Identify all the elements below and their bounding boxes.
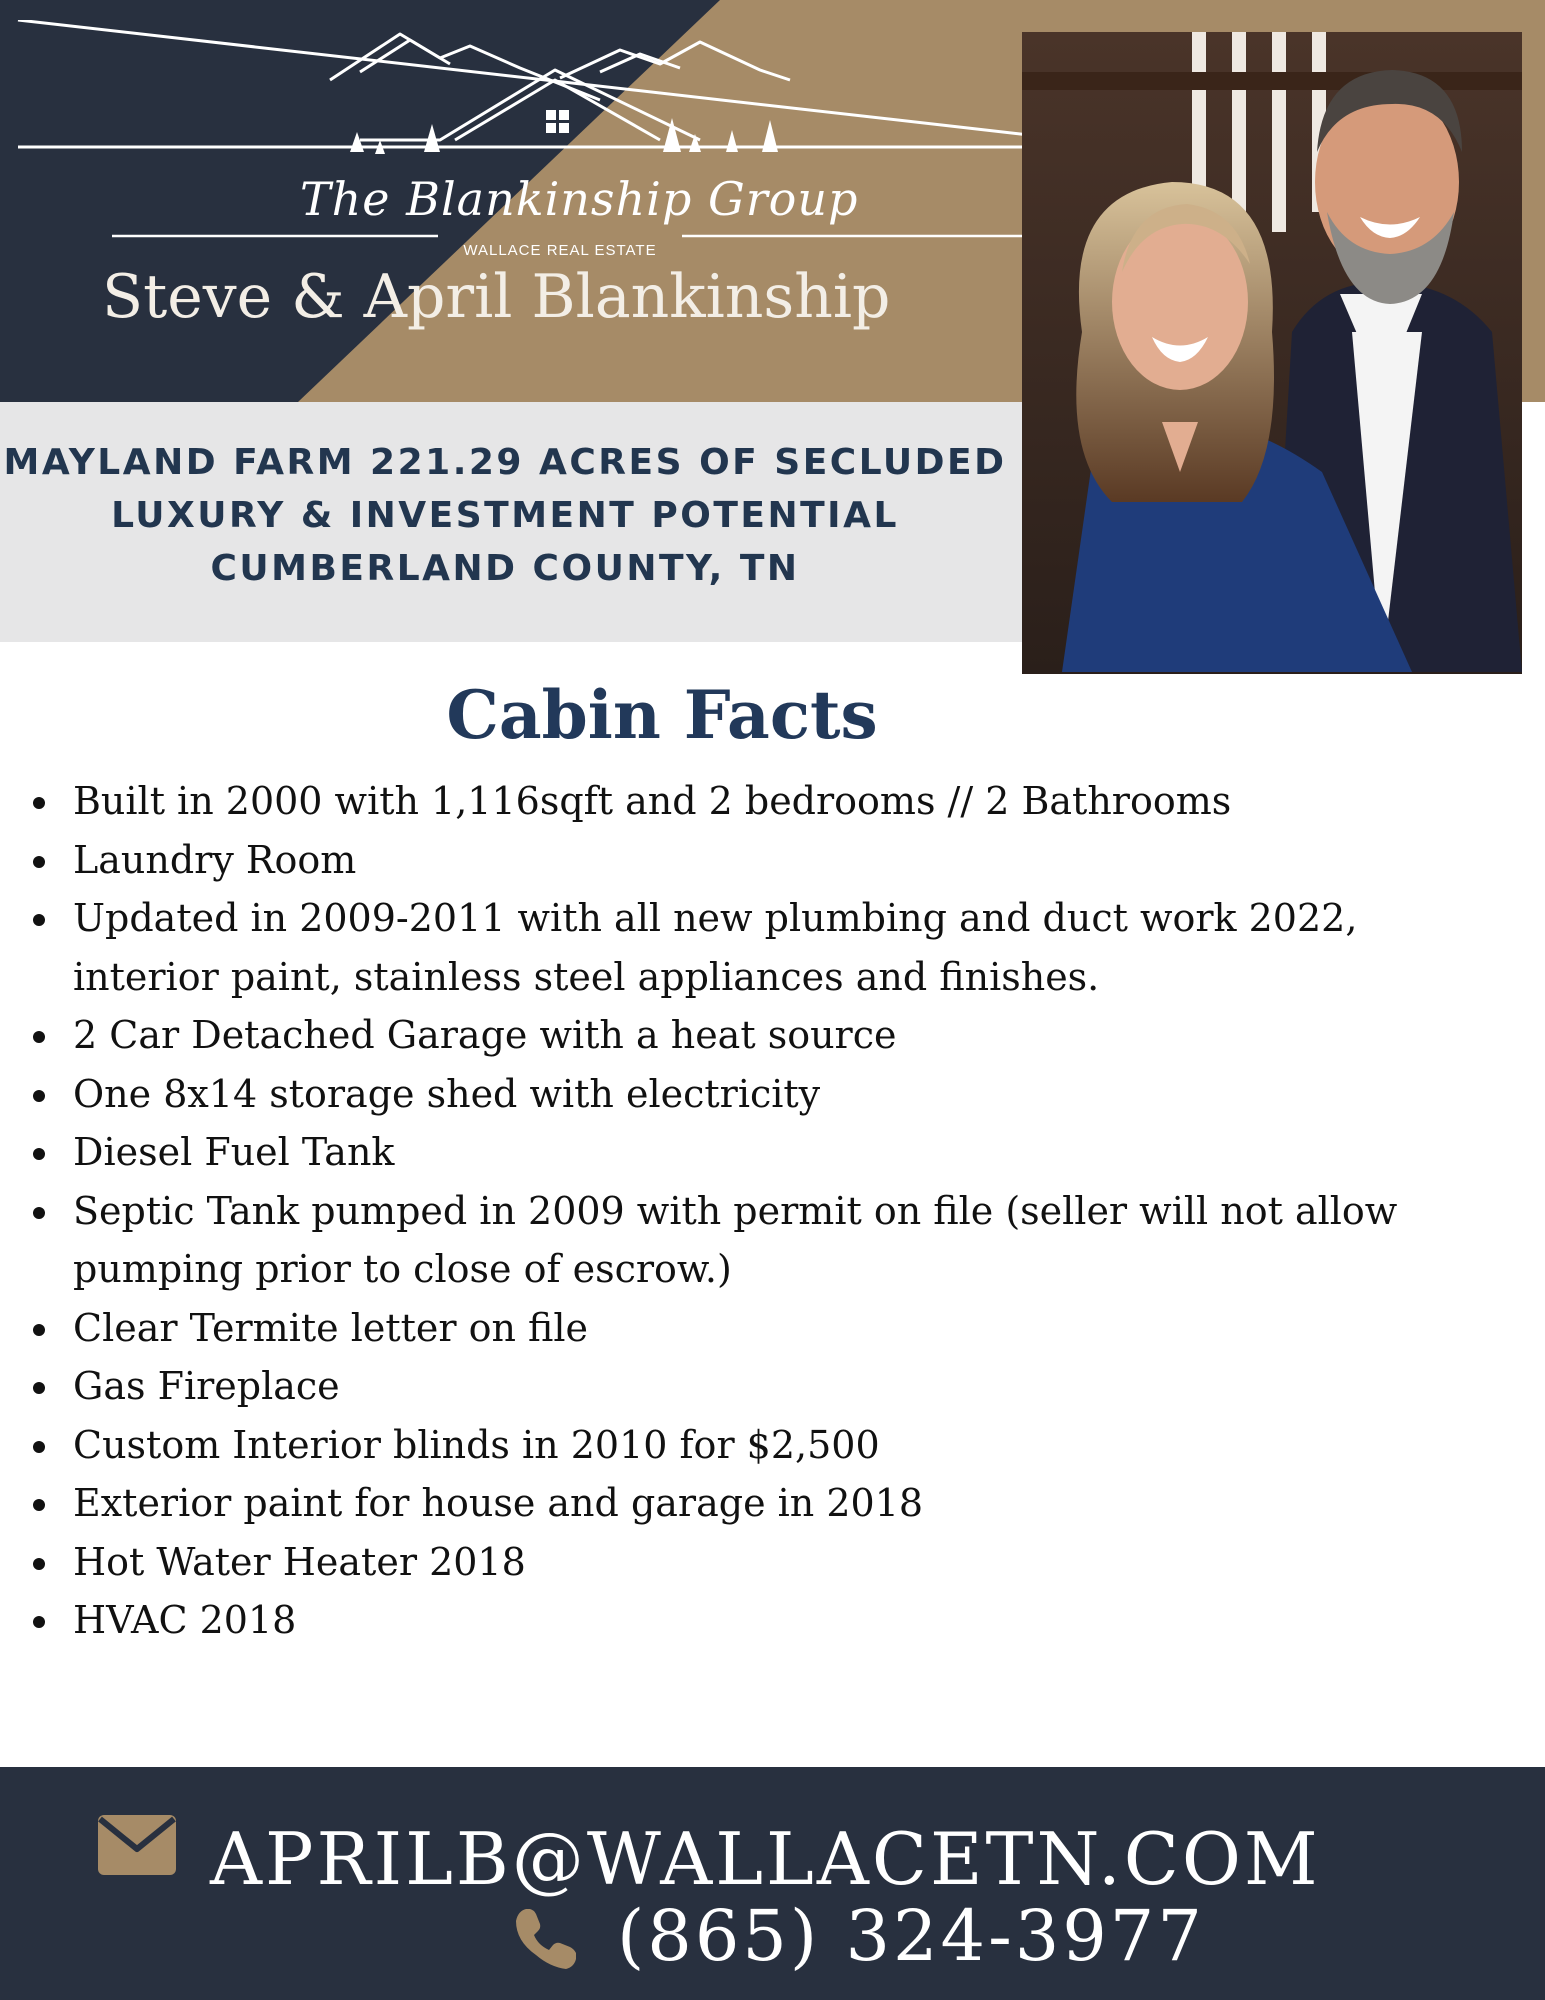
- fact-text: HVAC 2018: [73, 1598, 297, 1642]
- fact-text: Septic Tank pumped in 2009 with permit on file (seller will not allow pumping prior to close of escrow.): [73, 1188, 1398, 1291]
- fact-text: Exterior paint for house and garage in 2018: [73, 1481, 924, 1525]
- bullet-icon: [33, 1148, 45, 1160]
- listing-title-band: [0, 402, 1022, 642]
- list-item: [0, 1416, 1460, 1475]
- contact-footer: [0, 1767, 1545, 2000]
- list-item: [0, 831, 1460, 890]
- list-item: [0, 1182, 1460, 1299]
- phone-icon: [512, 1905, 580, 1973]
- list-item: [0, 889, 1460, 1006]
- list-item: [0, 1357, 1460, 1416]
- bullet-icon: [33, 1207, 45, 1219]
- bullet-icon: [33, 1324, 45, 1336]
- fact-text: Gas Fireplace: [73, 1364, 340, 1408]
- envelope-icon: [98, 1815, 176, 1875]
- fact-text: One 8x14 storage shed with electricity: [73, 1071, 821, 1116]
- bullet-icon: [33, 1558, 45, 1570]
- list-item: [0, 772, 1460, 831]
- bullet-icon: [33, 1616, 45, 1628]
- logo-script-name: The Blankinship Group: [300, 172, 859, 226]
- fact-text: 2 Car Detached Garage with a heat source: [73, 1013, 897, 1057]
- list-item: [0, 1123, 1460, 1182]
- bullet-icon: [33, 914, 45, 926]
- fact-text: Diesel Fuel Tank: [73, 1130, 395, 1174]
- bullet-icon: [33, 1441, 45, 1453]
- fact-text: Hot Water Heater 2018: [73, 1539, 526, 1584]
- cabin-facts-list: [0, 772, 1460, 1650]
- list-item: [0, 1299, 1460, 1358]
- listing-title-line-1: MAYLAND FARM 221.29 ACRES OF SECLUDED: [3, 442, 1007, 483]
- agents-photo: [1022, 32, 1522, 674]
- fact-text: Built in 2000 with 1,116sqft and 2 bedrooms // 2 Bathrooms: [73, 779, 1232, 823]
- list-item: [0, 1065, 1460, 1124]
- agent-names: Steve & April Blankinship: [102, 262, 891, 332]
- bullet-icon: [33, 1499, 45, 1511]
- fact-text: Updated in 2009-2011 with all new plumbing and duct work 2022, interior paint, stainless steel appliances and finishes.: [73, 896, 1358, 999]
- bullet-icon: [33, 797, 45, 809]
- logo-subtitle: WALLACE REAL ESTATE: [463, 242, 657, 259]
- bullet-icon: [33, 1090, 45, 1102]
- cabin-facts-heading: Cabin Facts: [446, 676, 878, 754]
- list-item: [0, 1591, 1460, 1650]
- list-item: [0, 1474, 1460, 1533]
- listing-title-line-2: LUXURY & INVESTMENT POTENTIAL: [111, 495, 899, 536]
- email-address[interactable]: APRILB@WALLACETN.COM: [210, 1817, 1321, 1901]
- bullet-icon: [33, 1382, 45, 1394]
- fact-text: Clear Termite letter on file: [73, 1305, 589, 1350]
- list-item: [0, 1533, 1460, 1592]
- fact-text: Laundry Room: [73, 837, 357, 882]
- list-item: [0, 1006, 1460, 1065]
- fact-text: Custom Interior blinds in 2010 for $2,500: [73, 1422, 880, 1467]
- bullet-icon: [33, 1031, 45, 1043]
- phone-number[interactable]: (865) 324-3977: [617, 1895, 1205, 1977]
- listing-title-line-3: CUMBERLAND COUNTY, TN: [210, 548, 800, 589]
- bullet-icon: [33, 856, 45, 868]
- company-logo: [0, 20, 1150, 259]
